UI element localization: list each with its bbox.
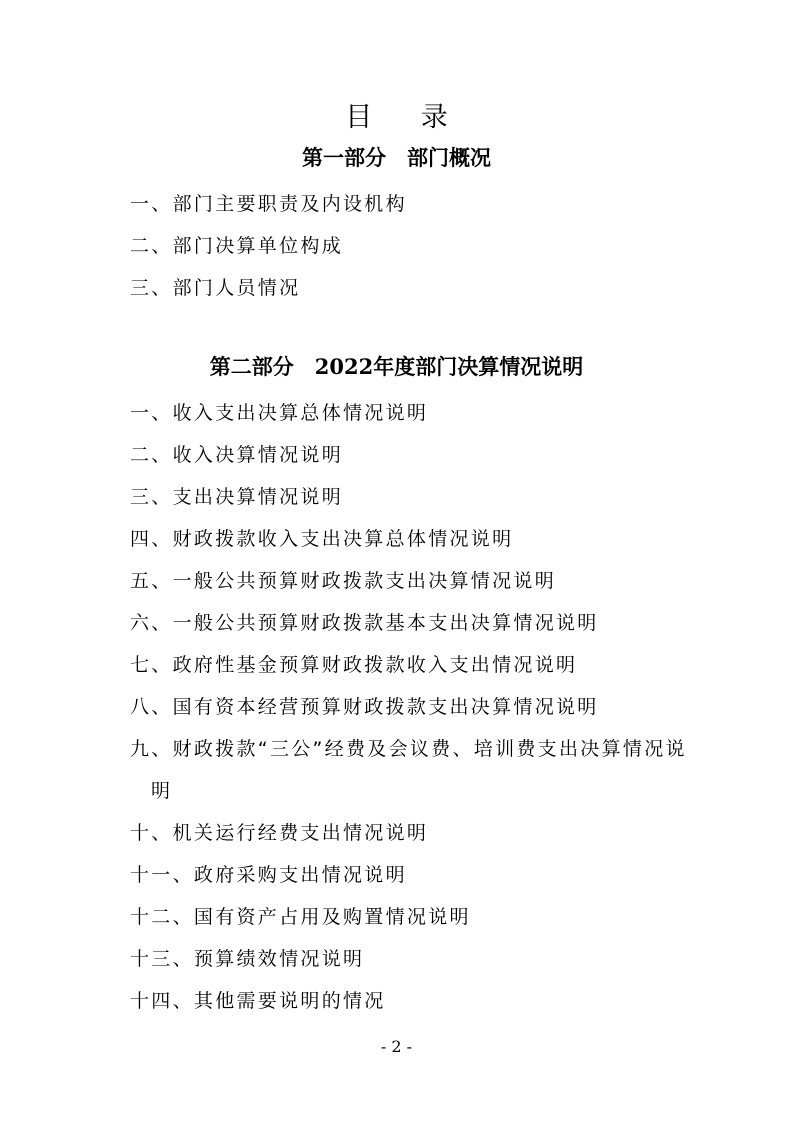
toc-item[interactable]: 五、一般公共预算财政拨款支出决算情况说明 [130, 570, 557, 592]
toc-item[interactable]: 三、支出决算情况说明 [130, 486, 344, 508]
page-number: - 2 - [380, 1037, 413, 1056]
toc-item[interactable]: 一、部门主要职责及内设机构 [130, 193, 407, 215]
toc-item[interactable]: 七、政府性基金预算财政拨款收入支出情况说明 [130, 654, 578, 676]
toc-item[interactable]: 十四、其他需要说明的情况 [130, 990, 386, 1012]
toc-item[interactable]: 四、财政拨款收入支出决算总体情况说明 [130, 528, 514, 550]
toc-item[interactable]: 十二、国有资产占用及购置情况说明 [130, 906, 471, 928]
toc-item[interactable]: 六、一般公共预算财政拨款基本支出决算情况说明 [130, 612, 599, 634]
toc-item[interactable]: 八、国有资本经营预算财政拨款支出决算情况说明 [130, 696, 599, 718]
toc-item-multiline[interactable] [130, 728, 710, 812]
toc-list-part1 [130, 183, 710, 309]
page-title: 目 录 [345, 102, 468, 133]
toc-item[interactable]: 一、收入支出决算总体情况说明 [130, 402, 429, 424]
toc-item-text: 九、财政拨款“三公”经费及会议费、培训费支出决算情况说 [130, 738, 687, 760]
toc-item[interactable]: 十一、政府采购支出情况说明 [130, 864, 407, 886]
toc-item[interactable]: 二、收入决算情况说明 [130, 444, 344, 466]
toc-item[interactable]: 三、部门人员情况 [130, 277, 301, 299]
toc-item[interactable]: 十、机关运行经费支出情况说明 [130, 822, 429, 844]
section-heading-part1: 第一部分 部门概况 [302, 145, 491, 170]
toc-item[interactable]: 二、部门决算单位构成 [130, 235, 344, 257]
toc-list-part2 [130, 392, 710, 1022]
toc-item[interactable]: 十三、预算绩效情况说明 [130, 948, 365, 970]
toc-item-continuation: 明 [151, 780, 173, 802]
section-heading-part2: 第二部分 2022年度部门决算情况说明 [209, 354, 584, 379]
